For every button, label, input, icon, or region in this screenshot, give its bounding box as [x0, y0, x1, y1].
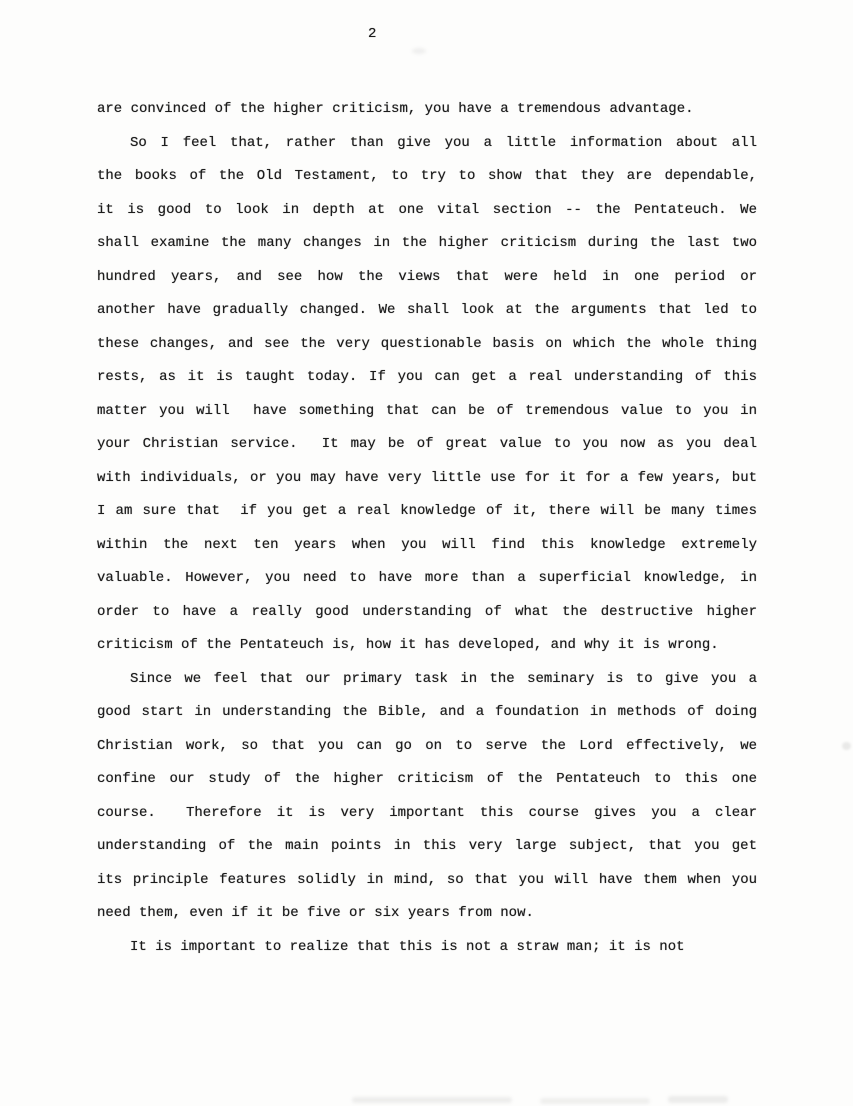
text-line: rests, as it is taught today. If you can get a real understanding of this [97, 369, 757, 385]
text-line: order to have a really good understanding of what the destructive higher [97, 603, 757, 620]
text-line: another have gradually changed. We shall look at the arguments that led to [97, 302, 757, 318]
scan-artifact-cutoff-text [540, 1098, 650, 1104]
text-line: shall examine the many changes in the higher criticism during the last two [97, 235, 757, 251]
text-line: Christian work, so that you can go on to serve the Lord effectively, we [97, 737, 757, 754]
text-line: its principle features solidly in mind, so that you will have them when you [97, 871, 757, 888]
paragraph [97, 663, 757, 931]
text-line: I am sure that if you get a real knowledge of it, there will be many times [97, 503, 757, 519]
text-line: good start in understanding the Bible, and a foundation in methods of doing [97, 704, 757, 720]
page-body-text [97, 93, 757, 964]
text-line: the books of the Old Testament, to try to show that they are dependable, [97, 168, 757, 184]
text-line: it is good to look in depth at one vital section -- the Pentateuch. We [97, 201, 757, 218]
scan-artifact-cutoff-text [668, 1096, 728, 1103]
text-line: hundred years, and see how the views that were held in one period or [97, 268, 757, 285]
text-line: Since we feel that our primary task in the seminary is to give you a [130, 670, 757, 687]
text-line: valuable. However, you need to have more than a superficial knowledge, in [97, 570, 757, 586]
text-line: confine our study of the higher criticism of the Pentateuch to this one [97, 771, 757, 787]
text-line: need them, even if it be five or six years from now. [97, 905, 534, 921]
paragraph [97, 931, 757, 965]
text-line: criticism of the Pentateuch is, how it has developed, and why it is wrong. [97, 637, 719, 653]
text-line: are convinced of the higher criticism, you have a tremendous advantage. [97, 101, 694, 117]
text-line: It is important to realize that this is not a straw man; it is not [130, 938, 685, 955]
text-line: your Christian service. It may be of great value to you now as you deal [97, 436, 757, 452]
text-line: understanding of the main points in this very large subject, that you get [97, 838, 757, 854]
paragraph [97, 127, 757, 663]
page-number: 2 [368, 26, 377, 42]
text-line: matter you will have something that can be of tremendous value to you in [97, 402, 757, 419]
scan-artifact-cutoff-text [352, 1097, 512, 1103]
text-line: within the next ten years when you will find this knowledge extremely [97, 536, 757, 553]
text-line: these changes, and see the very questionable basis on which the whole thing [97, 335, 757, 352]
paragraph [97, 93, 757, 127]
text-line: with individuals, or you may have very little use for it for a few years, but [97, 469, 757, 486]
text-line: course. Therefore it is very important this course gives you a clear [97, 804, 757, 821]
scan-smudge [412, 48, 426, 54]
text-line: So I feel that, rather than give you a little information about all [130, 134, 757, 151]
scan-smudge [842, 742, 851, 750]
